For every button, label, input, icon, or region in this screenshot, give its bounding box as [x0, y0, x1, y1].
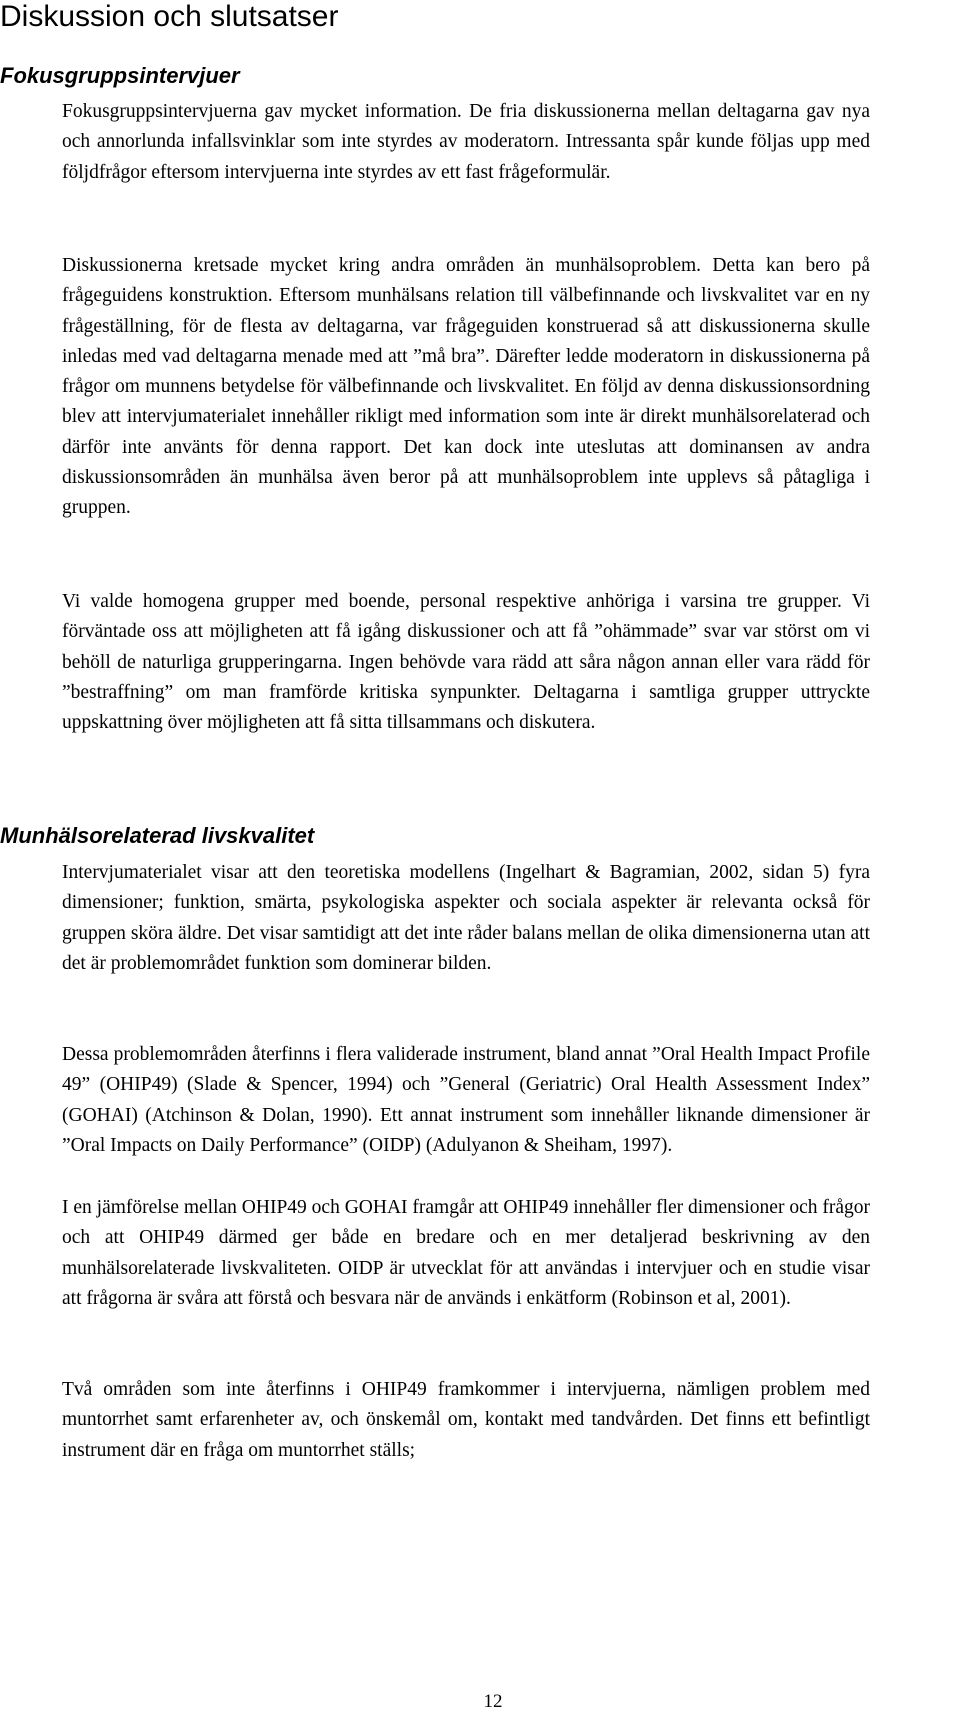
- section-heading-fokusgruppsintervjuer: Fokusgruppsintervjuer: [0, 63, 240, 88]
- paragraph-3: Vi valde homogena grupper med boende, personal respektive anhöriga i varsina tre grupper. Vi förväntade oss att möjligheten att få igång diskussioner och att få ”ohämmade” svar var störst om vi behöll de naturliga grupperingarna. Ingen behövde vara rädd att såra någon annan eller vara rädd för ”bestraffning” om man framförde kritiska synpunkter. Deltagarna i samtliga grupper uttryckte uppskattning över möjligheten att få sitta tillsammans och diskutera.: [62, 591, 870, 734]
- section-heading-munhalsorelaterad-livskvalitet: Munhälsorelaterad livskvalitet: [0, 823, 315, 848]
- paragraph-4: Intervjumaterialet visar att den teoretiska modellens (Ingelhart & Bagramian, 2002, sidan 5) fyra dimensioner; funktion, smärta, psykologiska aspekter och sociala aspekter är relevanta också för gruppen sköra äldre. Det visar samtidigt att det inte råder balans mellan de olika dimensionerna utan att det är problemområdet funktion som dominerar bilden.: [62, 862, 870, 974]
- paragraph-7: Två områden som inte återfinns i OHIP49 framkommer i intervjuerna, nämligen problem med muntorrhet samt erfarenheter av, och önskemål om, kontakt med tandvården. Det finns ett befintligt instrument där en fråga om muntorrhet ställs;: [62, 1379, 870, 1461]
- paragraph-6: I en jämförelse mellan OHIP49 och GOHAI framgår att OHIP49 innehåller fler dimensioner och frågor och att OHIP49 därmed ger både en bredare och en mer detaljerad beskrivning av den munhälsorelaterade livskvaliteten. OIDP är utvecklat för att användas i intervjuer och en studie visar att frågorna är svåra att förstå och besvara när de används i enkätform (Robinson et al, 2001).: [62, 1197, 870, 1309]
- paragraph-2: Diskussionerna kretsade mycket kring andra områden än munhälsoproblem. Detta kan bero på frågeguidens konstruktion. Eftersom munhälsans relation till välbefinnande och livskvalitet var en ny frågeställning, för de flesta av deltagarna, var frågeguiden konstruerad så att diskussionerna skulle inledas med vad deltagarna menade med att ”må bra”. Därefter ledde moderatorn in diskussionerna på frågor om munnens betydelse för välbefinnande och livskvalitet. En följd av denna diskussionsordning blev att intervjumaterialet innehåller rikligt med information som inte är direkt munhälsorelaterad och därför inte använts för denna rapport. Det kan dock inte uteslutas att dominansen av andra diskussionsområden än munhälsa även beror på att munhälsoproblem inte upplevs så påtagliga i gruppen.: [62, 255, 870, 519]
- page-number: 12: [483, 1691, 503, 1712]
- page-title: Diskussion och slutsatser: [0, 0, 339, 33]
- paragraph-5: Dessa problemområden återfinns i flera validerade instrument, bland annat ”Oral Health Impact Profile 49” (OHIP49) (Slade & Spencer, 1994) och ”General (Geriatric) Oral Health Assessment Index” (GOHAI) (Atchinson & Dolan, 1990). Ett annat instrument som innehåller liknande dimensioner är ”Oral Impacts on Daily Performance” (OIDP) (Adulyanon & Sheiham, 1997).: [62, 1044, 870, 1156]
- paragraph-1: Fokusgruppsintervjuerna gav mycket information. De fria diskussionerna mellan deltagarna gav nya och annorlunda infallsvinklar som inte styrdes av moderatorn. Intressanta spår kunde följas upp med följdfrågor eftersom intervjuerna inte styrdes av ett fast frågeformulär.: [62, 101, 870, 183]
